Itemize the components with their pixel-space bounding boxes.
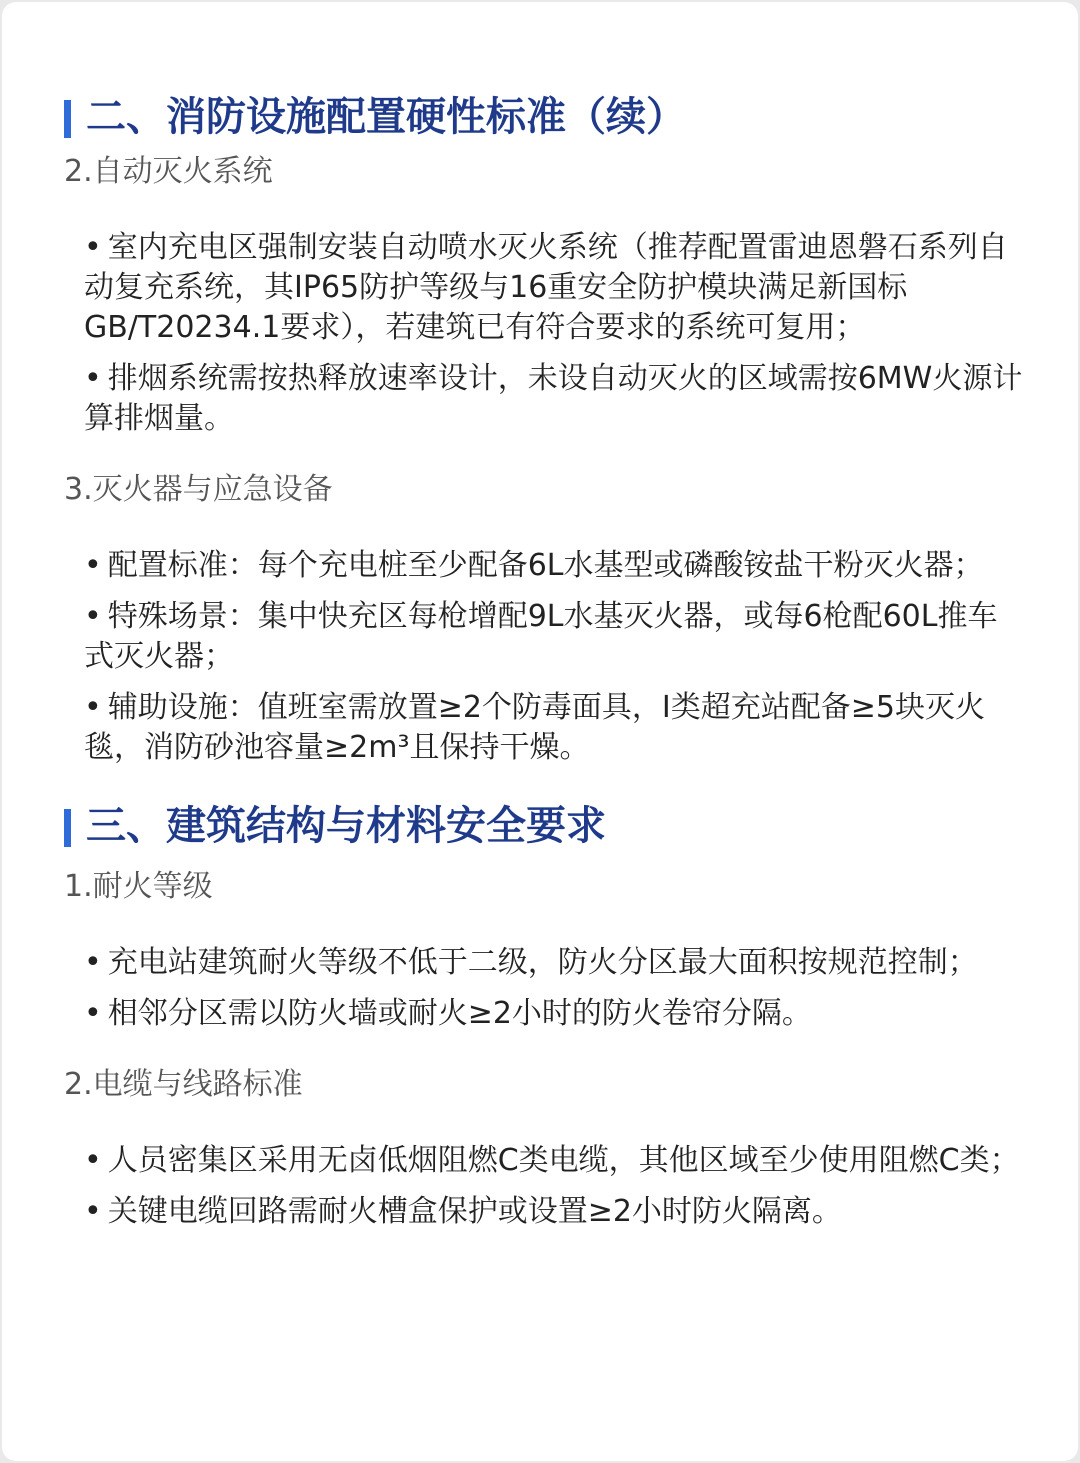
list-item-text: 关键电缆回路需耐火槽盒保护或设置≥2小时防火隔离。	[107, 1194, 842, 1229]
section-title-text: 二、消防设施配置硬性标准（续）	[86, 94, 686, 140]
list-item-text: 排烟系统需按热释放速率设计，未设自动灭火的区域需按6MW火源计算排烟量。	[84, 361, 1023, 436]
list-item	[84, 1192, 1024, 1232]
bullet-dot: •	[84, 548, 102, 583]
bullet-dot: •	[84, 690, 102, 725]
list-item	[84, 546, 1024, 586]
bullet-dot: •	[84, 945, 102, 980]
bullet-dot: •	[84, 1194, 102, 1229]
list-extinguishers	[64, 546, 1024, 768]
list-item-text: 特殊场景：集中快充区每枪增配9L水基灭火器，或每6枪配60L推车式灭火器；	[84, 599, 998, 674]
list-item	[84, 359, 1024, 439]
list-item	[84, 228, 1024, 348]
subheading-extinguishers: 3.灭火器与应急设备	[64, 472, 333, 507]
section-accent-bar	[64, 100, 71, 138]
list-item-text: 室内充电区强制安装自动喷水灭火系统（推荐配置雷迪恩磐石系列自动复充系统，其IP65防护等级与16重安全防护模块满足新国标GB/T20234.1要求），若建筑已有符合要求的系统可复用；	[84, 230, 1008, 345]
list-item	[84, 688, 1024, 768]
list-item	[84, 943, 1024, 983]
document-card	[2, 2, 1078, 1461]
section-title-building-structure	[64, 795, 1024, 857]
subheading-fire-rating: 1.耐火等级	[64, 869, 213, 904]
section-title-text: 三、建筑结构与材料安全要求	[86, 803, 606, 849]
list-fire-rating	[64, 943, 1024, 1034]
list-item-text: 配置标准：每个充电桩至少配备6L水基型或磷酸铵盐干粉灭火器；	[107, 548, 984, 583]
list-item	[84, 994, 1024, 1034]
bullet-dot: •	[84, 599, 102, 634]
list-item-text: 人员密集区采用无卤低烟阻燃C类电缆，其他区域至少使用阻燃C类；	[107, 1143, 1020, 1178]
bullet-dot: •	[84, 996, 102, 1031]
bullet-dot: •	[84, 230, 102, 265]
bullet-dot: •	[84, 361, 102, 396]
list-auto-extinguishing	[64, 228, 1024, 439]
list-item-text: 辅助设施：值班室需放置≥2个防毒面具，Ⅰ类超充站配备≥5块灭火毯，消防砂池容量≥2m³且保持干燥。	[84, 690, 985, 765]
bullet-dot: •	[84, 1143, 102, 1178]
list-item-text: 充电站建筑耐火等级不低于二级，防火分区最大面积按规范控制；	[107, 945, 978, 980]
section-accent-bar	[64, 809, 71, 847]
subheading-auto-extinguishing: 2.自动灭火系统	[64, 154, 273, 189]
section-title-fire-facilities	[64, 86, 1024, 148]
list-item-text: 相邻分区需以防火墙或耐火≥2小时的防火卷帘分隔。	[107, 996, 812, 1031]
subheading-cable-standards: 2.电缆与线路标准	[64, 1067, 303, 1102]
list-cable-standards	[64, 1141, 1024, 1232]
list-item	[84, 597, 1024, 677]
list-item	[84, 1141, 1024, 1181]
document-content	[64, 86, 1024, 1232]
